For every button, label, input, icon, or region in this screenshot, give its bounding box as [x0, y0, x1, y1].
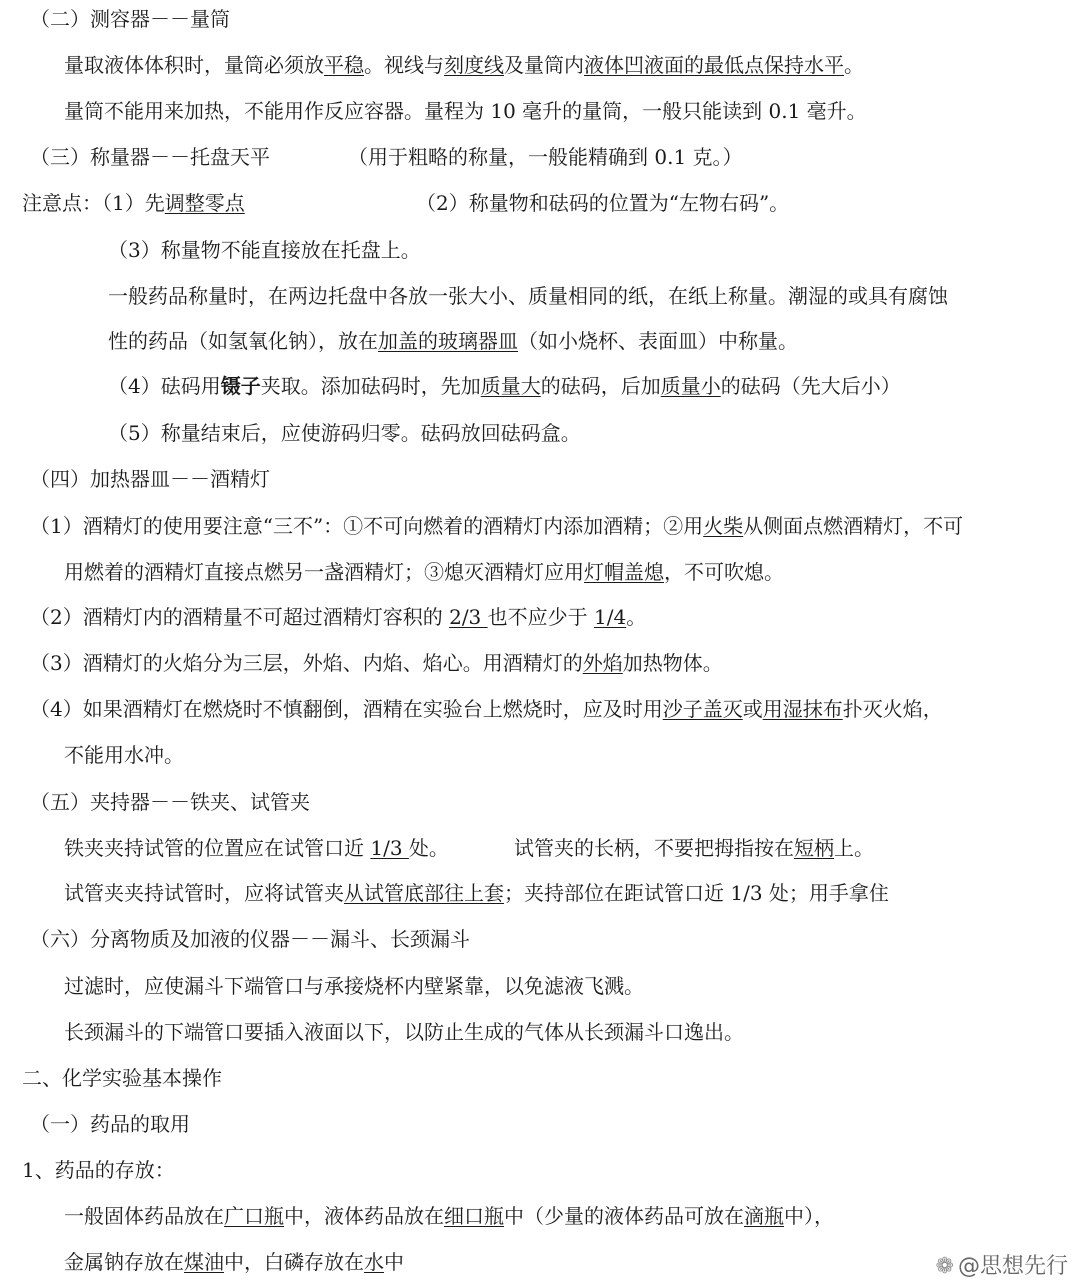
underlined-text: 滴瓶 — [744, 1204, 784, 1228]
text-line — [22, 1157, 175, 1183]
text-segment: 性的药品（如氢氧化钠），放在 — [108, 329, 378, 353]
text-line — [108, 283, 948, 309]
text-line — [30, 144, 270, 170]
underlined-text: 水 — [364, 1250, 384, 1274]
text-segment: 量筒不能用来加热，不能用作反应容器。量程为 10 毫升的量筒，一般只能读到 0.1 毫升。 — [64, 99, 867, 123]
underlined-text: 短柄 — [794, 836, 834, 860]
text-line — [30, 789, 310, 815]
text-segment: （如小烧杯、表面皿）中称量。 — [518, 329, 798, 353]
underlined-text: 加盖的玻璃器皿 — [378, 329, 518, 353]
text-line — [30, 650, 723, 676]
underlined-text: 质量大 — [480, 374, 541, 398]
text-segment: 中，白磷存放在 — [224, 1250, 364, 1274]
text-line — [30, 466, 270, 492]
text-line — [30, 696, 943, 722]
text-segment: 的砝码（先大后小） — [720, 374, 901, 398]
text-segment: 金属钠存放在 — [64, 1250, 184, 1274]
underlined-text: 从试管底部往上套 — [344, 881, 504, 905]
text-segment: 用燃着的酒精灯直接点燃另一盏酒精灯；③熄灭酒精灯应用 — [64, 560, 584, 584]
text-segment: 量取液体体积时，量筒必须放 — [64, 53, 324, 77]
text-segment: （三）称量器－－托盘天平 — [30, 145, 270, 169]
text-line — [108, 328, 798, 354]
underlined-text: 广口瓶 — [224, 1204, 284, 1228]
text-line — [30, 6, 230, 32]
text-segment: （一）药品的取用 — [30, 1112, 190, 1136]
text-segment: ，不可吹熄。 — [664, 560, 784, 584]
underlined-text: 1/4 — [594, 605, 627, 629]
text-segment: 二、化学实验基本操作 — [22, 1066, 222, 1090]
text-segment: 长颈漏斗的下端管口要插入液面以下，以防止生成的气体从长颈漏斗口逸出。 — [64, 1020, 744, 1044]
underlined-text: 平稳 — [324, 53, 364, 77]
text-segment: 夹取。添加砝码时，先加 — [260, 374, 481, 398]
text-line — [30, 926, 470, 952]
watermark — [936, 1249, 1068, 1280]
text-segment: 从侧面点燃酒精灯，不可 — [743, 514, 964, 538]
underlined-text: 火柴 — [703, 514, 744, 538]
text-segment: 。 — [626, 605, 647, 629]
text-segment: （4）如果酒精灯在燃烧时不慎翻倒，酒精在实验台上燃烧时，应及时用 — [30, 697, 663, 721]
text-segment: 一般药品称量时，在两边托盘中各放一张大小、质量相同的纸，在纸上称量。潮湿的或具有腐蚀 — [108, 284, 948, 308]
text-line — [30, 604, 646, 630]
underlined-text: 灯帽盖熄 — [584, 560, 664, 584]
underlined-text: 质量小 — [660, 374, 721, 398]
underlined-text: 液体凹液面的最低点保持水平 — [584, 53, 844, 77]
underlined-text: 1/3 — [370, 836, 409, 860]
text-segment: ；夹持部位在距试管口近 1/3 处；用手拿住 — [504, 881, 889, 905]
text-line — [64, 1249, 404, 1275]
text-line — [64, 559, 784, 585]
text-segment: 扑灭火焰， — [842, 697, 943, 721]
text-segment: 铁夹夹持试管的位置应在试管口近 — [64, 836, 371, 860]
text-segment: 也不应少于 — [487, 605, 594, 629]
text-segment: （四）加热器皿－－酒精灯 — [30, 467, 270, 491]
text-line — [108, 373, 901, 399]
weibo-logo-icon: ❁ — [935, 1254, 954, 1279]
text-segment: 加热物体。 — [622, 651, 723, 675]
text-segment: （2）酒精灯内的酒精量不可超过酒精灯容积的 — [30, 605, 450, 629]
bold-text: 镊子 — [220, 374, 261, 398]
text-segment: 1、药品的存放： — [22, 1158, 175, 1182]
underlined-text: 调整零点 — [164, 191, 245, 215]
text-segment: （五）夹持器－－铁夹、试管夹 — [30, 790, 310, 814]
text-line — [108, 420, 581, 446]
text-segment: （用于粗略的称量，一般能精确到 0.1 克。） — [348, 145, 743, 169]
text-segment: 及量筒内 — [504, 53, 584, 77]
text-segment: （2）称量物和砝码的位置为“左物右码”。 — [416, 191, 790, 215]
text-segment: （5）称量结束后，应使游码归零。砝码放回砝码盒。 — [108, 421, 581, 445]
text-segment: 中（少量的液体药品可放在 — [504, 1204, 744, 1228]
text-segment: （1）酒精灯的使用要注意“三不”：①不可向燃着的酒精灯内添加酒精；②用 — [30, 514, 704, 538]
text-line — [22, 190, 245, 216]
underlined-text: 细口瓶 — [444, 1204, 504, 1228]
text-line — [64, 973, 644, 999]
text-segment: （3）称量物不能直接放在托盘上。 — [108, 238, 421, 262]
text-segment: 试管夹的长柄，不要把拇指按在 — [514, 836, 794, 860]
text-line — [108, 237, 421, 263]
text-line — [64, 835, 449, 861]
text-segment: （3）酒精灯的火焰分为三层，外焰、内焰、焰心。用酒精灯的 — [30, 651, 583, 675]
underlined-text: 用湿抹布 — [762, 697, 843, 721]
text-line — [64, 1203, 834, 1229]
text-segment: 处。 — [408, 836, 449, 860]
text-segment: （二）测容器－－量筒 — [30, 7, 230, 31]
underlined-text: 沙子盖灭 — [662, 697, 743, 721]
text-line — [30, 1111, 190, 1137]
text-line — [64, 52, 864, 78]
text-line — [348, 144, 743, 170]
text-segment: 中）， — [784, 1204, 834, 1228]
text-segment: 中，液体药品放在 — [284, 1204, 444, 1228]
text-segment: 。 — [844, 53, 864, 77]
text-segment: 不能用水冲。 — [64, 743, 184, 767]
watermark-text: @思想先行 — [957, 1254, 1068, 1279]
text-line — [64, 742, 184, 768]
text-segment: 中 — [384, 1250, 404, 1274]
text-segment: 过滤时，应使漏斗下端管口与承接烧杯内壁紧靠，以免滤液飞溅。 — [64, 974, 644, 998]
text-segment: （4）砝码用 — [108, 374, 221, 398]
text-segment: 试管夹夹持试管时，应将试管夹 — [64, 881, 344, 905]
text-line — [64, 98, 867, 124]
underlined-text: 煤油 — [184, 1250, 224, 1274]
text-segment: 一般固体药品放在 — [64, 1204, 224, 1228]
text-segment: 的砝码，后加 — [540, 374, 661, 398]
text-line — [514, 835, 874, 861]
text-segment: 。视线与 — [364, 53, 444, 77]
text-segment: 或 — [742, 697, 763, 721]
text-segment: 上。 — [834, 836, 874, 860]
text-line — [64, 880, 889, 906]
text-line — [64, 1019, 744, 1045]
text-line — [30, 513, 963, 539]
text-line — [22, 1065, 222, 1091]
text-segment: 注意点：（1）先 — [22, 191, 165, 215]
text-segment: （六）分离物质及加液的仪器－－漏斗、长颈漏斗 — [30, 927, 470, 951]
underlined-text: 刻度线 — [444, 53, 504, 77]
underlined-text: 外焰 — [582, 651, 623, 675]
text-line — [416, 190, 789, 216]
underlined-text: 2/3 — [449, 605, 488, 629]
